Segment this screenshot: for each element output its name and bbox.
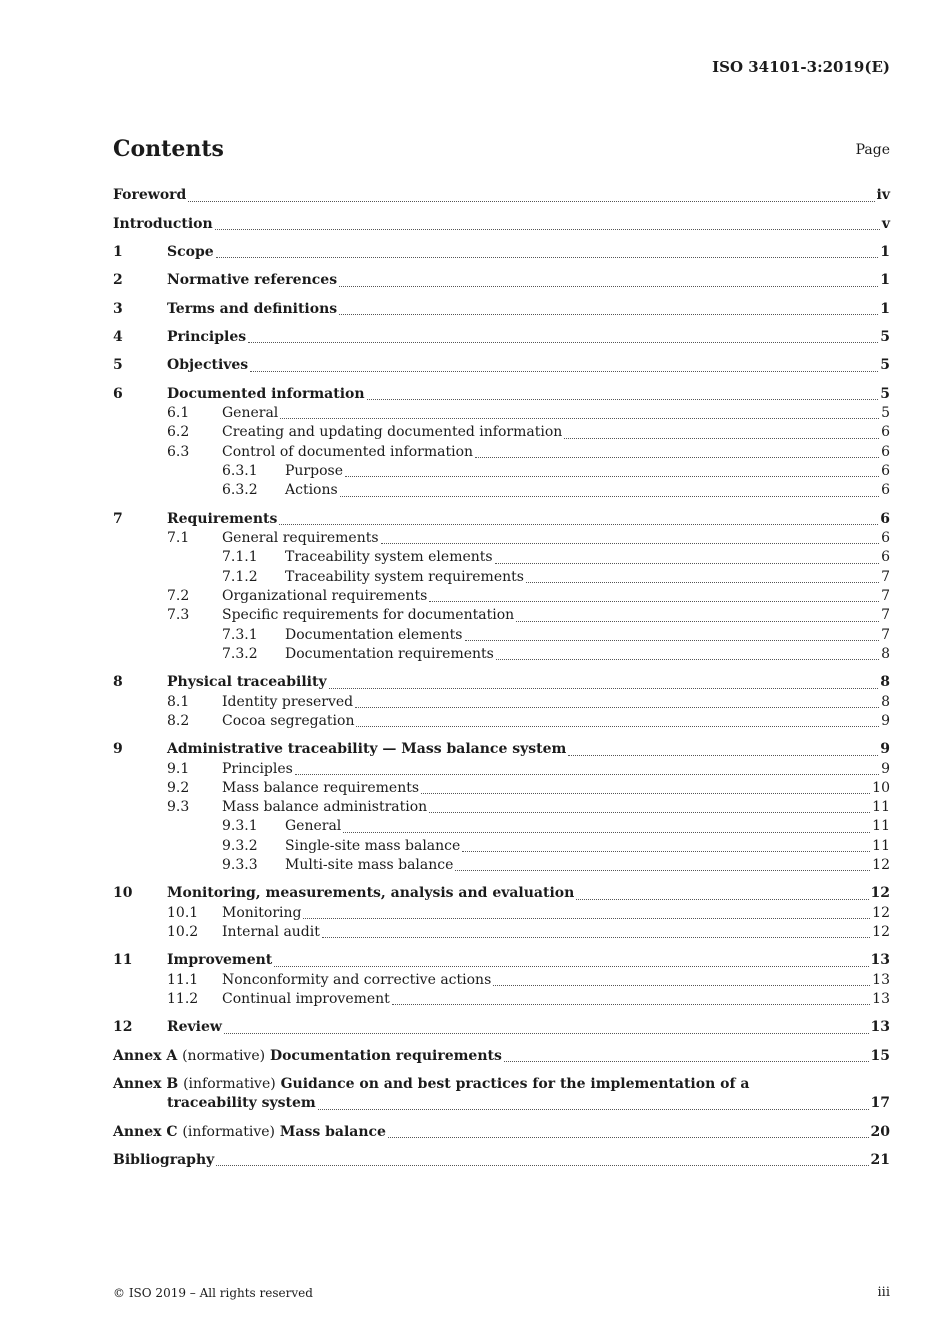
toc-entry[interactable] xyxy=(113,404,890,423)
toc-leader xyxy=(250,371,878,372)
toc-leader xyxy=(367,399,879,400)
toc-entry-title: Actions xyxy=(285,482,338,499)
toc-entry-number: 6.1 xyxy=(167,404,190,421)
toc-page-number: 5 xyxy=(881,404,890,421)
toc-page-number: 9 xyxy=(880,741,890,758)
toc-entry[interactable] xyxy=(113,328,890,347)
toc-leader xyxy=(280,418,879,419)
toc-entry-title: Traceability system requirements xyxy=(285,568,524,585)
toc-entry-title: Nonconformity and corrective actions xyxy=(222,971,492,988)
toc-entry-number: 11 xyxy=(113,952,133,969)
toc-leader xyxy=(462,851,870,852)
toc-entry-number: 8.2 xyxy=(167,712,190,729)
toc-page-number: 15 xyxy=(870,1047,890,1064)
annex-label: Annex A xyxy=(113,1047,178,1064)
toc-entry-number: 6 xyxy=(113,385,123,402)
toc-entry-number: 7.3 xyxy=(167,607,190,624)
toc-entry-number: 9.2 xyxy=(167,779,190,796)
toc-entry[interactable] xyxy=(113,760,890,779)
toc-entry[interactable] xyxy=(113,423,890,442)
toc-entry-title: Terms and definitions xyxy=(167,300,338,317)
toc-entry-title: Documentation requirements xyxy=(285,645,494,662)
toc-page-number: 5 xyxy=(880,328,890,345)
toc-entry-title: Purpose xyxy=(285,462,343,479)
toc-page-number: 20 xyxy=(870,1123,890,1140)
toc-entry-title: Creating and updating documented information xyxy=(222,424,563,441)
toc-entry-title: Specific requirements for documentation xyxy=(222,607,515,624)
toc-leader xyxy=(295,774,879,775)
toc-page-number: 13 xyxy=(872,971,890,988)
annex-type: (informative) xyxy=(182,1123,276,1140)
toc-leader xyxy=(421,793,870,794)
toc-entry[interactable] xyxy=(113,1047,890,1066)
toc-leader xyxy=(496,659,879,660)
toc-entry-number: 12 xyxy=(113,1019,133,1036)
toc-entry-title: Principles xyxy=(167,328,247,345)
page-column-label: Page xyxy=(855,142,890,158)
toc-page-number: 7 xyxy=(881,568,890,585)
toc-entry-number: 6.2 xyxy=(167,424,190,441)
toc-page-number: v xyxy=(881,215,890,232)
toc-entry[interactable] xyxy=(113,904,890,923)
toc-page-number: 5 xyxy=(880,385,890,402)
toc-leader xyxy=(576,899,868,900)
annex-label: Annex C xyxy=(113,1123,178,1140)
toc-leader xyxy=(356,726,879,727)
toc-entry[interactable] xyxy=(113,243,890,262)
toc-entry[interactable] xyxy=(113,385,890,404)
toc-entry-title: General xyxy=(285,818,342,835)
toc-entry[interactable] xyxy=(113,798,890,817)
toc-entry[interactable] xyxy=(113,510,890,529)
document-id-header: ISO 34101-3:2019(E) xyxy=(712,58,890,76)
toc-page-number: 6 xyxy=(881,549,890,566)
annex-type: (informative) xyxy=(183,1076,276,1093)
toc-entry[interactable] xyxy=(113,673,890,692)
toc-leader xyxy=(495,563,879,564)
toc-leader xyxy=(340,496,879,497)
toc-entry[interactable] xyxy=(113,884,890,903)
toc-entry-title-continued: traceability system xyxy=(167,1095,316,1112)
toc-entry[interactable] xyxy=(113,548,890,567)
toc-page-number: 13 xyxy=(870,1019,890,1036)
toc-leader xyxy=(274,966,868,967)
toc-leader xyxy=(381,543,880,544)
toc-leader xyxy=(429,812,870,813)
toc-page-number: 8 xyxy=(880,674,890,691)
toc-leader xyxy=(216,1165,868,1166)
toc-entry-title: Documentation requirements xyxy=(269,1047,502,1064)
toc-entry-number: 9.1 xyxy=(167,760,190,777)
toc-entry[interactable] xyxy=(113,837,890,856)
copyright-notice: © ISO 2019 – All rights reserved xyxy=(113,1286,313,1300)
toc-page-number: 21 xyxy=(870,1152,890,1169)
toc-entry-title: Mass balance xyxy=(279,1123,386,1140)
toc-entry-title: Administrative traceability — Mass balance system xyxy=(167,741,567,758)
toc-leader xyxy=(345,476,879,477)
toc-leader xyxy=(215,229,880,230)
toc-entry[interactable] xyxy=(113,626,890,645)
toc-entry-number: 7.1.1 xyxy=(222,549,258,566)
toc-page-number: 10 xyxy=(872,779,890,796)
toc-entry-number: 10.1 xyxy=(167,904,199,921)
toc-entry[interactable] xyxy=(113,443,890,462)
toc-leader xyxy=(526,582,879,583)
toc-entry-title: Mass balance requirements xyxy=(222,779,420,796)
toc-entry[interactable] xyxy=(113,186,890,205)
toc-leader xyxy=(516,621,879,622)
toc-entry[interactable] xyxy=(113,951,890,970)
toc-annex-heading xyxy=(113,1047,502,1066)
toc-entry-number: 10 xyxy=(113,885,133,902)
annex-label: Annex B xyxy=(113,1076,179,1093)
toc-leader xyxy=(493,985,870,986)
toc-entry-number: 6.3.1 xyxy=(222,462,258,479)
toc-entry-title: Mass balance administration xyxy=(222,799,428,816)
toc-page-number: 1 xyxy=(880,272,890,289)
toc-entry[interactable] xyxy=(113,356,890,375)
toc-entry[interactable] xyxy=(113,645,890,664)
annex-type: (normative) xyxy=(182,1047,266,1064)
toc-entry[interactable] xyxy=(113,779,890,798)
page-title: Contents xyxy=(113,136,224,162)
toc-entry-title: Introduction xyxy=(113,215,213,232)
toc-entry-number: 6.3 xyxy=(167,443,190,460)
toc-entry-title: General xyxy=(222,404,279,421)
toc-entry[interactable] xyxy=(113,1151,890,1170)
toc-page-number: 1 xyxy=(880,300,890,317)
toc-entry-number: 9.3.3 xyxy=(222,857,258,874)
toc-annex-heading xyxy=(113,1123,386,1142)
toc-page-number: iv xyxy=(876,187,890,204)
page-number: iii xyxy=(877,1285,890,1300)
toc-leader xyxy=(392,1004,870,1005)
toc-entry-title: Identity preserved xyxy=(222,693,354,710)
toc-entry[interactable] xyxy=(113,923,890,942)
toc-page-number: 12 xyxy=(872,924,890,941)
toc-entry[interactable] xyxy=(113,215,890,234)
toc-entry-number: 7.1.2 xyxy=(222,568,258,585)
toc-entry-title: General requirements xyxy=(222,529,379,546)
toc-leader xyxy=(475,457,879,458)
toc-entry[interactable] xyxy=(113,712,890,731)
toc-leader xyxy=(355,707,879,708)
toc-entry-number: 7.2 xyxy=(167,587,190,604)
toc-leader xyxy=(224,1033,869,1034)
toc-leader xyxy=(322,937,870,938)
toc-entry[interactable] xyxy=(113,990,890,1009)
toc-entry[interactable] xyxy=(113,1123,890,1142)
toc-entry[interactable] xyxy=(113,693,890,712)
toc-entry-title: Principles xyxy=(222,760,293,777)
toc-entry-title: Traceability system elements xyxy=(285,549,493,566)
toc-page-number: 12 xyxy=(872,904,890,921)
toc-leader xyxy=(339,286,878,287)
toc-entry-number: 9 xyxy=(113,741,123,758)
toc-page-number: 6 xyxy=(881,482,890,499)
toc-leader xyxy=(303,918,870,919)
toc-leader xyxy=(216,257,879,258)
toc-entry-number: 11.2 xyxy=(167,991,199,1008)
toc-page-number: 5 xyxy=(880,357,890,374)
toc-page-number: 11 xyxy=(872,818,890,835)
toc-entry[interactable] xyxy=(113,740,890,759)
toc-leader xyxy=(318,1109,869,1110)
toc-entry-number: 9.3.1 xyxy=(222,818,258,835)
toc-entry-number: 10.2 xyxy=(167,924,199,941)
toc-page-number: 8 xyxy=(881,693,890,710)
toc-entry-title: Documented information xyxy=(167,385,365,402)
toc-leader xyxy=(188,201,874,202)
toc-page-number: 8 xyxy=(881,645,890,662)
toc-entry[interactable] xyxy=(113,271,890,290)
toc-entry[interactable] xyxy=(113,568,890,587)
toc-entry-title: Review xyxy=(167,1019,222,1036)
toc-entry-number: 3 xyxy=(113,300,123,317)
toc-entry[interactable] xyxy=(113,481,890,500)
toc-leader xyxy=(343,832,870,833)
toc-leader xyxy=(388,1137,869,1138)
toc-page-number: 9 xyxy=(881,712,890,729)
toc-entry-title: Monitoring, measurements, analysis and evaluation xyxy=(167,885,575,902)
toc-page-number: 6 xyxy=(881,462,890,479)
toc-leader xyxy=(279,524,878,525)
toc-entry-title: Continual improvement xyxy=(222,991,390,1008)
toc-entry-title: Requirements xyxy=(167,510,278,527)
toc-entry-title: Documentation elements xyxy=(285,626,463,643)
toc-entry-number: 7 xyxy=(113,510,123,527)
toc-page-number: 1 xyxy=(880,243,890,260)
toc-entry-number: 5 xyxy=(113,357,123,374)
toc-entry-number: 7.1 xyxy=(167,529,190,546)
toc-leader xyxy=(504,1061,869,1062)
toc-entry[interactable] xyxy=(113,817,890,836)
toc-entry-number: 7.3.1 xyxy=(222,626,258,643)
toc-page-number: 12 xyxy=(870,885,890,902)
toc-page-number: 6 xyxy=(881,529,890,546)
toc-leader xyxy=(564,438,879,439)
toc-entry-title: Scope xyxy=(167,243,214,260)
toc-entry-title: Bibliography xyxy=(113,1152,215,1169)
toc-entry-title: Improvement xyxy=(167,952,273,969)
toc-entry-number: 8.1 xyxy=(167,693,190,710)
toc-page-number: 7 xyxy=(881,607,890,624)
toc-page-number: 11 xyxy=(872,837,890,854)
toc-entry[interactable] xyxy=(113,529,890,548)
toc-leader xyxy=(248,342,878,343)
toc-entry[interactable] xyxy=(113,971,890,990)
toc-entry-title: Foreword xyxy=(113,187,187,204)
toc-entry-title: Objectives xyxy=(167,357,249,374)
toc-leader xyxy=(568,755,878,756)
toc-entry-number: 2 xyxy=(113,272,123,289)
toc-page-number: 6 xyxy=(880,510,890,527)
toc-entry-title: Organizational requirements xyxy=(222,587,428,604)
toc-entry-number: 8 xyxy=(113,674,123,691)
toc-entry-number: 7.3.2 xyxy=(222,645,258,662)
toc-page-number: 17 xyxy=(870,1095,890,1112)
toc-entry[interactable] xyxy=(113,462,890,481)
toc-entry-title: Normative references xyxy=(167,272,338,289)
toc-entry-number: 4 xyxy=(113,328,123,345)
toc-page-number: 6 xyxy=(881,424,890,441)
toc-leader xyxy=(465,640,880,641)
toc-entry[interactable] xyxy=(113,1018,890,1037)
toc-page-number: 6 xyxy=(881,443,890,460)
toc-entry-title: Single-site mass balance xyxy=(285,837,461,854)
toc-entry-continuation[interactable] xyxy=(113,1094,890,1113)
toc-entry[interactable] xyxy=(113,587,890,606)
toc-leader xyxy=(329,688,879,689)
toc-page-number: 11 xyxy=(872,799,890,816)
toc-entry[interactable] xyxy=(113,606,890,625)
toc-page-number: 13 xyxy=(870,952,890,969)
toc-leader xyxy=(455,870,870,871)
toc-page-number: 7 xyxy=(881,626,890,643)
toc-entry-title: Control of documented information xyxy=(222,443,474,460)
toc-entry[interactable] xyxy=(113,856,890,875)
toc-entry[interactable] xyxy=(113,1075,890,1094)
toc-entry-number: 9.3.2 xyxy=(222,837,258,854)
toc-entry-title: Multi-site mass balance xyxy=(285,857,454,874)
toc-entry-title: Guidance on and best practices for the implementation of a xyxy=(280,1076,750,1093)
toc-entry-number: 9.3 xyxy=(167,799,190,816)
toc-leader xyxy=(429,601,879,602)
toc-list xyxy=(113,177,890,1170)
toc-annex-heading xyxy=(113,1075,749,1094)
toc-page-number: 12 xyxy=(872,857,890,874)
toc-entry-title: Cocoa segregation xyxy=(222,712,355,729)
toc-page-number: 9 xyxy=(881,760,890,777)
toc-entry[interactable] xyxy=(113,300,890,319)
toc-page-number: 13 xyxy=(872,991,890,1008)
toc-leader xyxy=(339,314,878,315)
toc-page-number: 7 xyxy=(881,587,890,604)
toc-entry-number: 1 xyxy=(113,243,123,260)
toc-entry-number: 6.3.2 xyxy=(222,482,258,499)
toc-entry-title: Physical traceability xyxy=(167,674,327,691)
toc-entry-number: 11.1 xyxy=(167,971,199,988)
toc-entry-title: Monitoring xyxy=(222,904,302,921)
toc-entry-title: Internal audit xyxy=(222,924,320,941)
